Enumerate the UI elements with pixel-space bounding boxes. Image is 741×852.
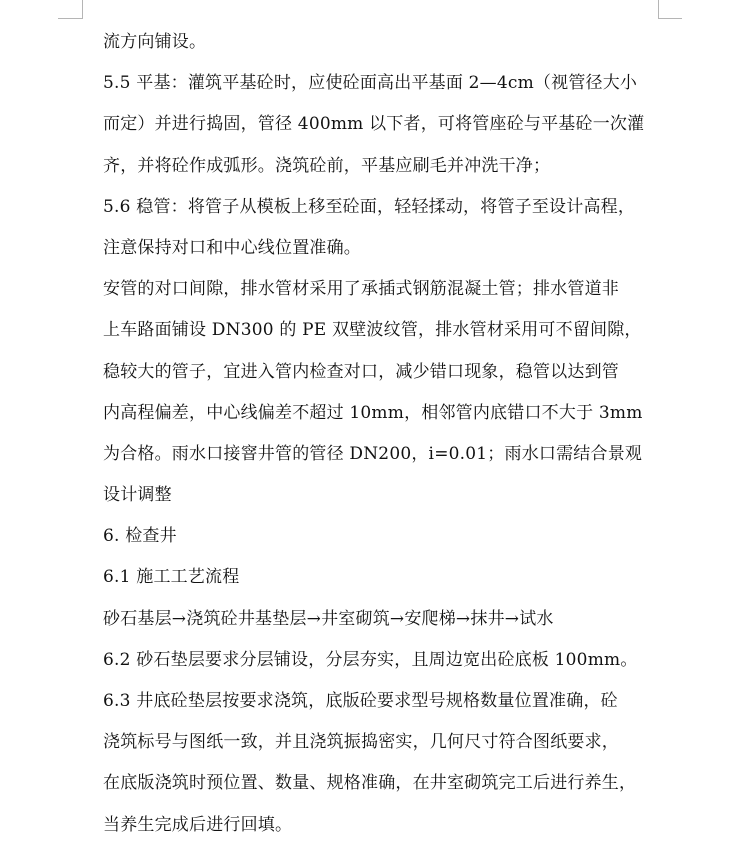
section-heading: 6. 检查井 — [103, 526, 177, 547]
text-line: 齐，并将砼作成弧形。浇筑砼前，平基应刷毛并冲洗干净； — [103, 155, 551, 176]
text-line: 注意保持对口和中心线位置准确。 — [103, 237, 361, 258]
text-line: 内高程偏差，中心线偏差不超过 10mm，相邻管内底错口不大于 3mm — [103, 402, 643, 423]
text-line: 5.5 平基：灌筑平基砼时，应使砼面高出平基面 2—4cm（视管径大小 — [103, 73, 638, 94]
text-line: 5.6 稳管：将管子从模板上移至砼面，轻轻揉动，将管子至设计高程， — [103, 196, 636, 217]
text-line: 流方向铺设。 — [103, 32, 207, 52]
text-line: 6.3 井底砼垫层按要求浇筑，底版砼要求型号规格数量位置准确，砼 — [103, 691, 618, 711]
document-body — [103, 22, 663, 846]
crop-mark-top-right-horizontal — [658, 18, 682, 19]
text-line: 当养生完成后进行回填。 — [103, 814, 293, 835]
crop-mark-top-right-vertical — [658, 0, 659, 19]
process-flow-line: 砂石基层→浇筑砼井基垫层→井室砌筑→安爬梯→抹井→试水 — [103, 608, 554, 629]
text-line: 设计调整 — [103, 485, 172, 506]
text-line: 6.2 砂石垫层要求分层铺设，分层夯实，且周边宽出砼底板 100mm。 — [103, 649, 638, 670]
text-line: 上车路面铺设 DN300 的 PE 双壁波纹管，排水管材采用可不留间隙， — [103, 320, 642, 341]
text-line: 在底版浇筑时预位置、数量、规格准确，在井室砌筑完工后进行养生， — [103, 773, 637, 794]
text-line: 稳较大的管子，宜进入管内检查对口，减少错口现象，稳管以达到管 — [103, 361, 619, 382]
subsection-heading: 6.1 施工工艺流程 — [103, 567, 240, 588]
text-line: 安管的对口间隙，排水管材采用了承插式钢筋混凝土管；排水管道非 — [103, 279, 619, 300]
text-line: 浇筑标号与图纸一致，并且浇筑振捣密实，几何尺寸符合图纸要求， — [103, 732, 619, 753]
text-line: 而定）并进行捣固，管径 400mm 以下者，可将管座砼与平基砼一次灌 — [103, 114, 645, 135]
crop-mark-top-left-horizontal — [58, 18, 82, 19]
text-line: 为合格。雨水口接窨井管的管径 DN200，i=0.01；雨水口需结合景观 — [103, 443, 643, 464]
crop-mark-top-left-vertical — [82, 0, 83, 19]
